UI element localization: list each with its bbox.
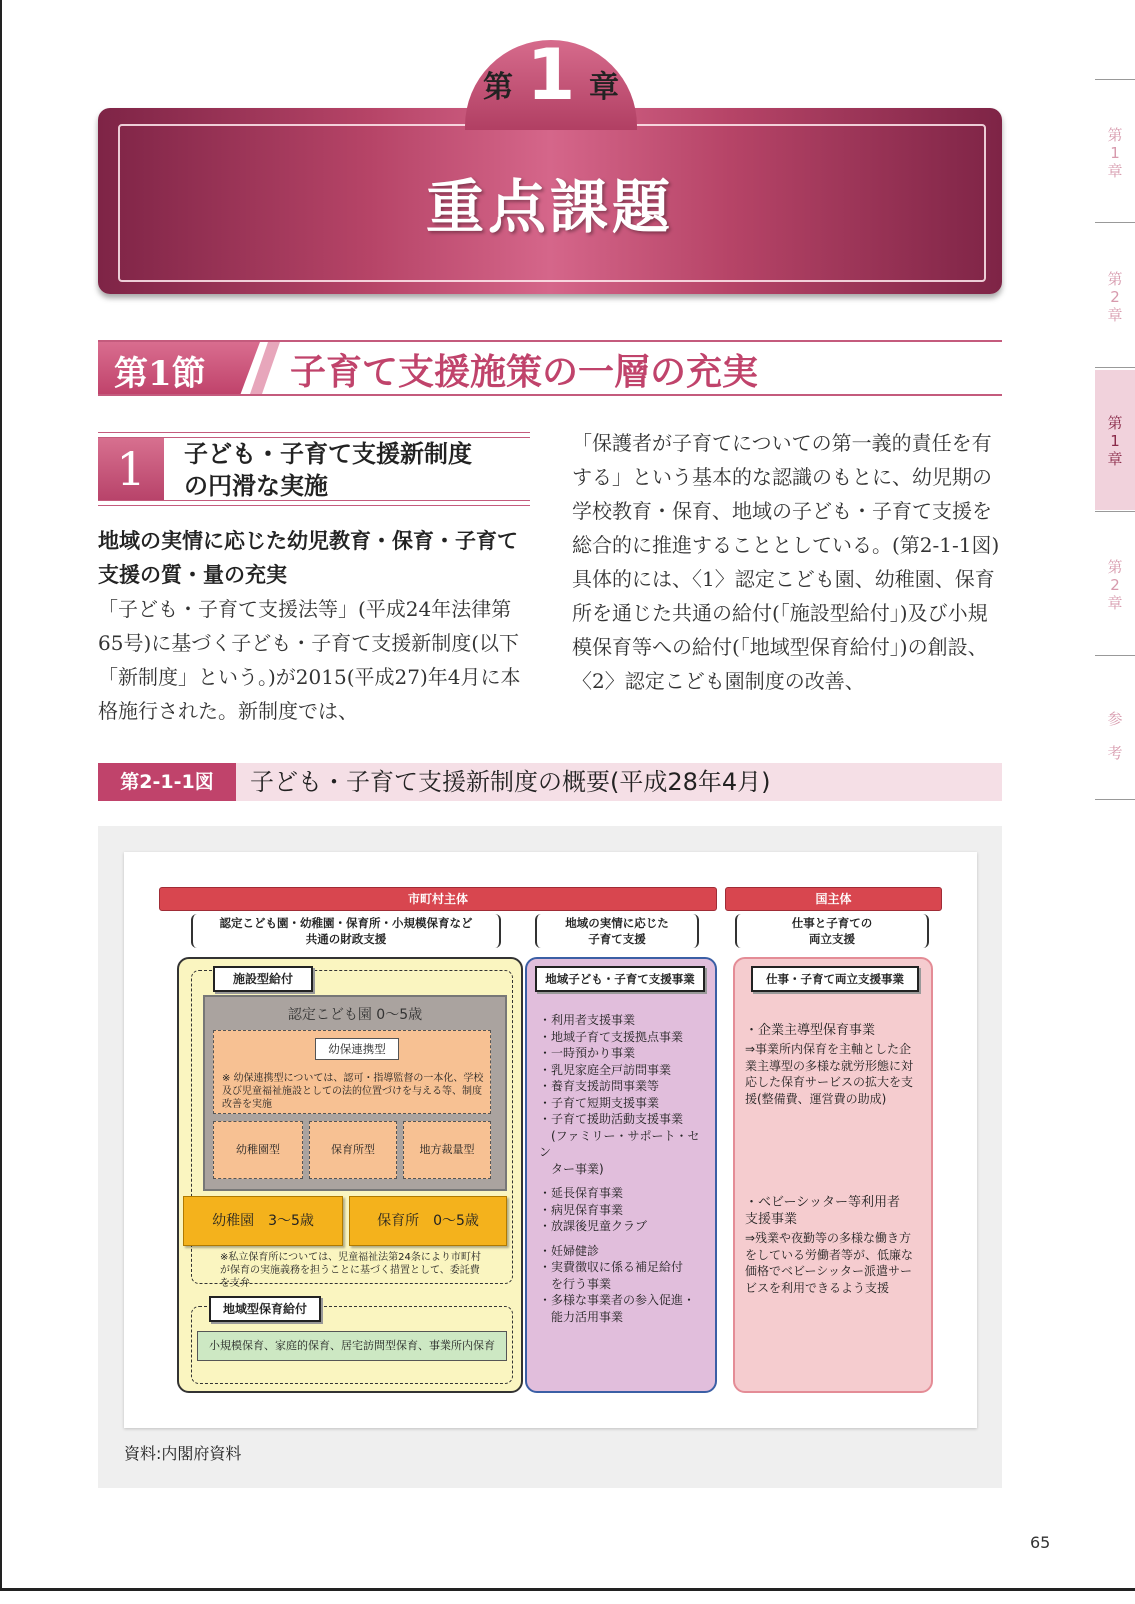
type-kindergarten: 幼稚園型 xyxy=(236,1143,280,1156)
community-list-item: ター事業) xyxy=(539,1161,604,1176)
section-title: 子育て支援施策の一層の充実 xyxy=(290,351,759,393)
bracket-right-line1: 仕事と子育ての xyxy=(791,916,873,930)
work-item1-desc: ⇒事業所内保育を主軸とした企業主導型の多様な就労形態に対応した保育サービスの拡大を支援(整備費、運営費の助成) xyxy=(745,1042,914,1106)
side-tab-divider xyxy=(1095,79,1135,80)
subsection-number: 1 xyxy=(116,442,146,496)
bracket-middle-text xyxy=(535,915,699,947)
nursery-box: 保育所 0〜5歳 xyxy=(349,1196,507,1246)
side-tab-label: 参 考 xyxy=(1107,710,1123,762)
side-tab-chapter2-part2[interactable] xyxy=(1095,558,1135,612)
side-tab-chapter1[interactable] xyxy=(1095,126,1135,180)
figure-label: 第2-1-1図 xyxy=(120,771,214,793)
page-number: 65 xyxy=(1030,1533,1051,1552)
community-list-item: を行う事業 xyxy=(539,1276,612,1291)
section-label: 第1節 xyxy=(114,354,206,394)
side-tab-label: 第 1 章 xyxy=(1107,126,1123,180)
side-tab-chapter2[interactable] xyxy=(1095,270,1135,324)
paragraph-right: 「保護者が子育てについての第一義的責任を有する」という基本的な認識のもとに、幼児期の学校教育・保育、地域の子ども・子育て支援を総合的に推進することとしている。(第2-1-1図) 具体的には、〈1〉認定こども園、幼稚園、保育所を通じた共通の給付(「施設型給付」)及び小規模保育等への給付(「地域型保育給付」)の創設、〈2〉認定こども園制度の改善、 xyxy=(572,431,1020,693)
community-list-item: ・実費徴収に係る補足給付 xyxy=(539,1260,684,1274)
figure-title: 子ども・子育て支援新制度の概要(平成28年4月) xyxy=(250,768,771,796)
figure-source: 資料:内閣府資料 xyxy=(124,1444,242,1463)
type-nursery: 保育所型 xyxy=(331,1143,375,1156)
regional-tag: 地域型保育給付 xyxy=(209,1296,321,1322)
paragraph-left: 「子ども・子育て支援法等」(平成24年法律第65号)に基づく子ども・子育て支援新制度(以下「新制度」という。)が2015(平成27)年4月に本格施行された。新制度では、 xyxy=(98,597,521,723)
community-list-item xyxy=(539,1235,709,1243)
bar-national: 国主体 xyxy=(725,887,942,911)
bracket-left-line1: 認定こども園・幼稚園・保育所・小規模保育など xyxy=(219,916,473,930)
lead-heading: 地域の実情に応じた幼児教育・保育・子育て支援の質・量の充実 xyxy=(98,529,518,587)
type-local: 地方裁量型 xyxy=(419,1143,475,1156)
subsection-title-line1: 子ども・子育て支援新制度 xyxy=(184,440,472,468)
chapter-prefix: 第 xyxy=(483,70,513,105)
side-tab-reference[interactable] xyxy=(1095,702,1135,770)
chapter-suffix: 章 xyxy=(589,70,619,105)
side-tab-divider xyxy=(1095,655,1135,656)
bracket-right-text xyxy=(735,915,929,947)
side-tab-chapter1-active[interactable] xyxy=(1095,414,1135,468)
yoho-tag: 幼保連携型 xyxy=(315,1038,399,1060)
work-item1-title: ・企業主導型保育事業 xyxy=(745,1023,876,1038)
work-tag: 仕事・子育て両立支援事業 xyxy=(751,966,919,992)
side-tab-divider xyxy=(1095,799,1135,800)
regional-items: 小規模保育、家庭的保育、居宅訪問型保育、事業所内保育 xyxy=(197,1331,507,1361)
community-list-item: ・子育て援助活動支援事業 xyxy=(539,1112,684,1126)
nintei-title: 認定こども園 0〜5歳 xyxy=(287,1007,423,1023)
community-tag: 地域子ども・子育て支援事業 xyxy=(535,966,705,992)
community-list-item: ・放課後児童クラブ xyxy=(539,1219,648,1233)
community-list-item: ・乳児家庭全戸訪問事業 xyxy=(539,1062,672,1077)
community-list-item: ・延長保育事業 xyxy=(539,1186,624,1200)
community-list-item: (ファミリー・サポート・セン xyxy=(539,1128,700,1159)
work-item2-title: ・ベビーシッター等利用者 支援事業 xyxy=(745,1195,913,1227)
community-list-item: 能力活用事業 xyxy=(539,1309,624,1324)
facility-tag: 施設型給付 xyxy=(213,966,313,992)
chapter-number: 1 xyxy=(526,34,576,116)
subsection-rule-bottom xyxy=(98,500,530,506)
community-list-item: ・利用者支援事業 xyxy=(539,1013,636,1027)
yoho-note: ※ 幼保連携型については、認可・指導監督の一本化、学校及び児童福祉施設としての法的位置づけを与える等、制度改善を実施 xyxy=(222,1073,484,1110)
side-tab-divider xyxy=(1095,222,1135,223)
community-list-item: ・多様な事業者の参入促進・ xyxy=(539,1293,696,1307)
community-list xyxy=(539,1012,709,1325)
community-list-item: ・養育支援訪問事業等 xyxy=(539,1079,660,1093)
bracket-right-line2: 両立支援 xyxy=(809,932,855,946)
subsection-title-line2: の円滑な実施 xyxy=(184,472,328,500)
side-tab-divider xyxy=(1095,511,1135,512)
community-list-item xyxy=(539,1177,709,1185)
community-list-item: ・妊婦健診 xyxy=(539,1243,600,1258)
community-list-item: ・病児保育事業 xyxy=(539,1202,624,1217)
bracket-left-line2: 共通の財政支援 xyxy=(305,932,387,946)
page-frame-left xyxy=(0,0,2,1590)
community-list-item: ・地域子育て支援拠点事業 xyxy=(539,1029,684,1044)
work-item2-desc: ⇒残業や夜勤等の多様な働き方をしている労働者等が、低廉な価格でベビーシッター派遣サービスを利用できるよう支援 xyxy=(745,1231,914,1295)
page-frame-bottom xyxy=(0,1588,1135,1591)
bracket-left-text xyxy=(191,915,501,947)
chapter-tab xyxy=(465,34,637,130)
bracket-middle-line1: 地域の実情に応じた xyxy=(565,916,669,930)
kindergarten-box: 幼稚園 3〜5歳 xyxy=(183,1196,343,1246)
side-tab-label: 第 2 章 xyxy=(1107,270,1123,324)
private-nursery-note: ※私立保育所については、児童福祉法第24条により市町村が保育の実施義務を担うことに基づく措置として、委託費を支弁 xyxy=(220,1252,481,1289)
chapter-title: 重点課題 xyxy=(425,173,674,241)
side-tab-divider xyxy=(1095,367,1135,368)
community-list-item: ・子育て短期支援事業 xyxy=(539,1095,660,1110)
community-list-item: ・一時預かり事業 xyxy=(539,1046,636,1060)
bar-municipal: 市町村主体 xyxy=(159,887,717,911)
subsection-title xyxy=(184,438,472,502)
bracket-middle-line2: 子育て支援 xyxy=(588,932,646,946)
side-tab-label: 第 2 章 xyxy=(1107,558,1123,612)
side-tab-label: 第 1 章 xyxy=(1107,414,1123,468)
